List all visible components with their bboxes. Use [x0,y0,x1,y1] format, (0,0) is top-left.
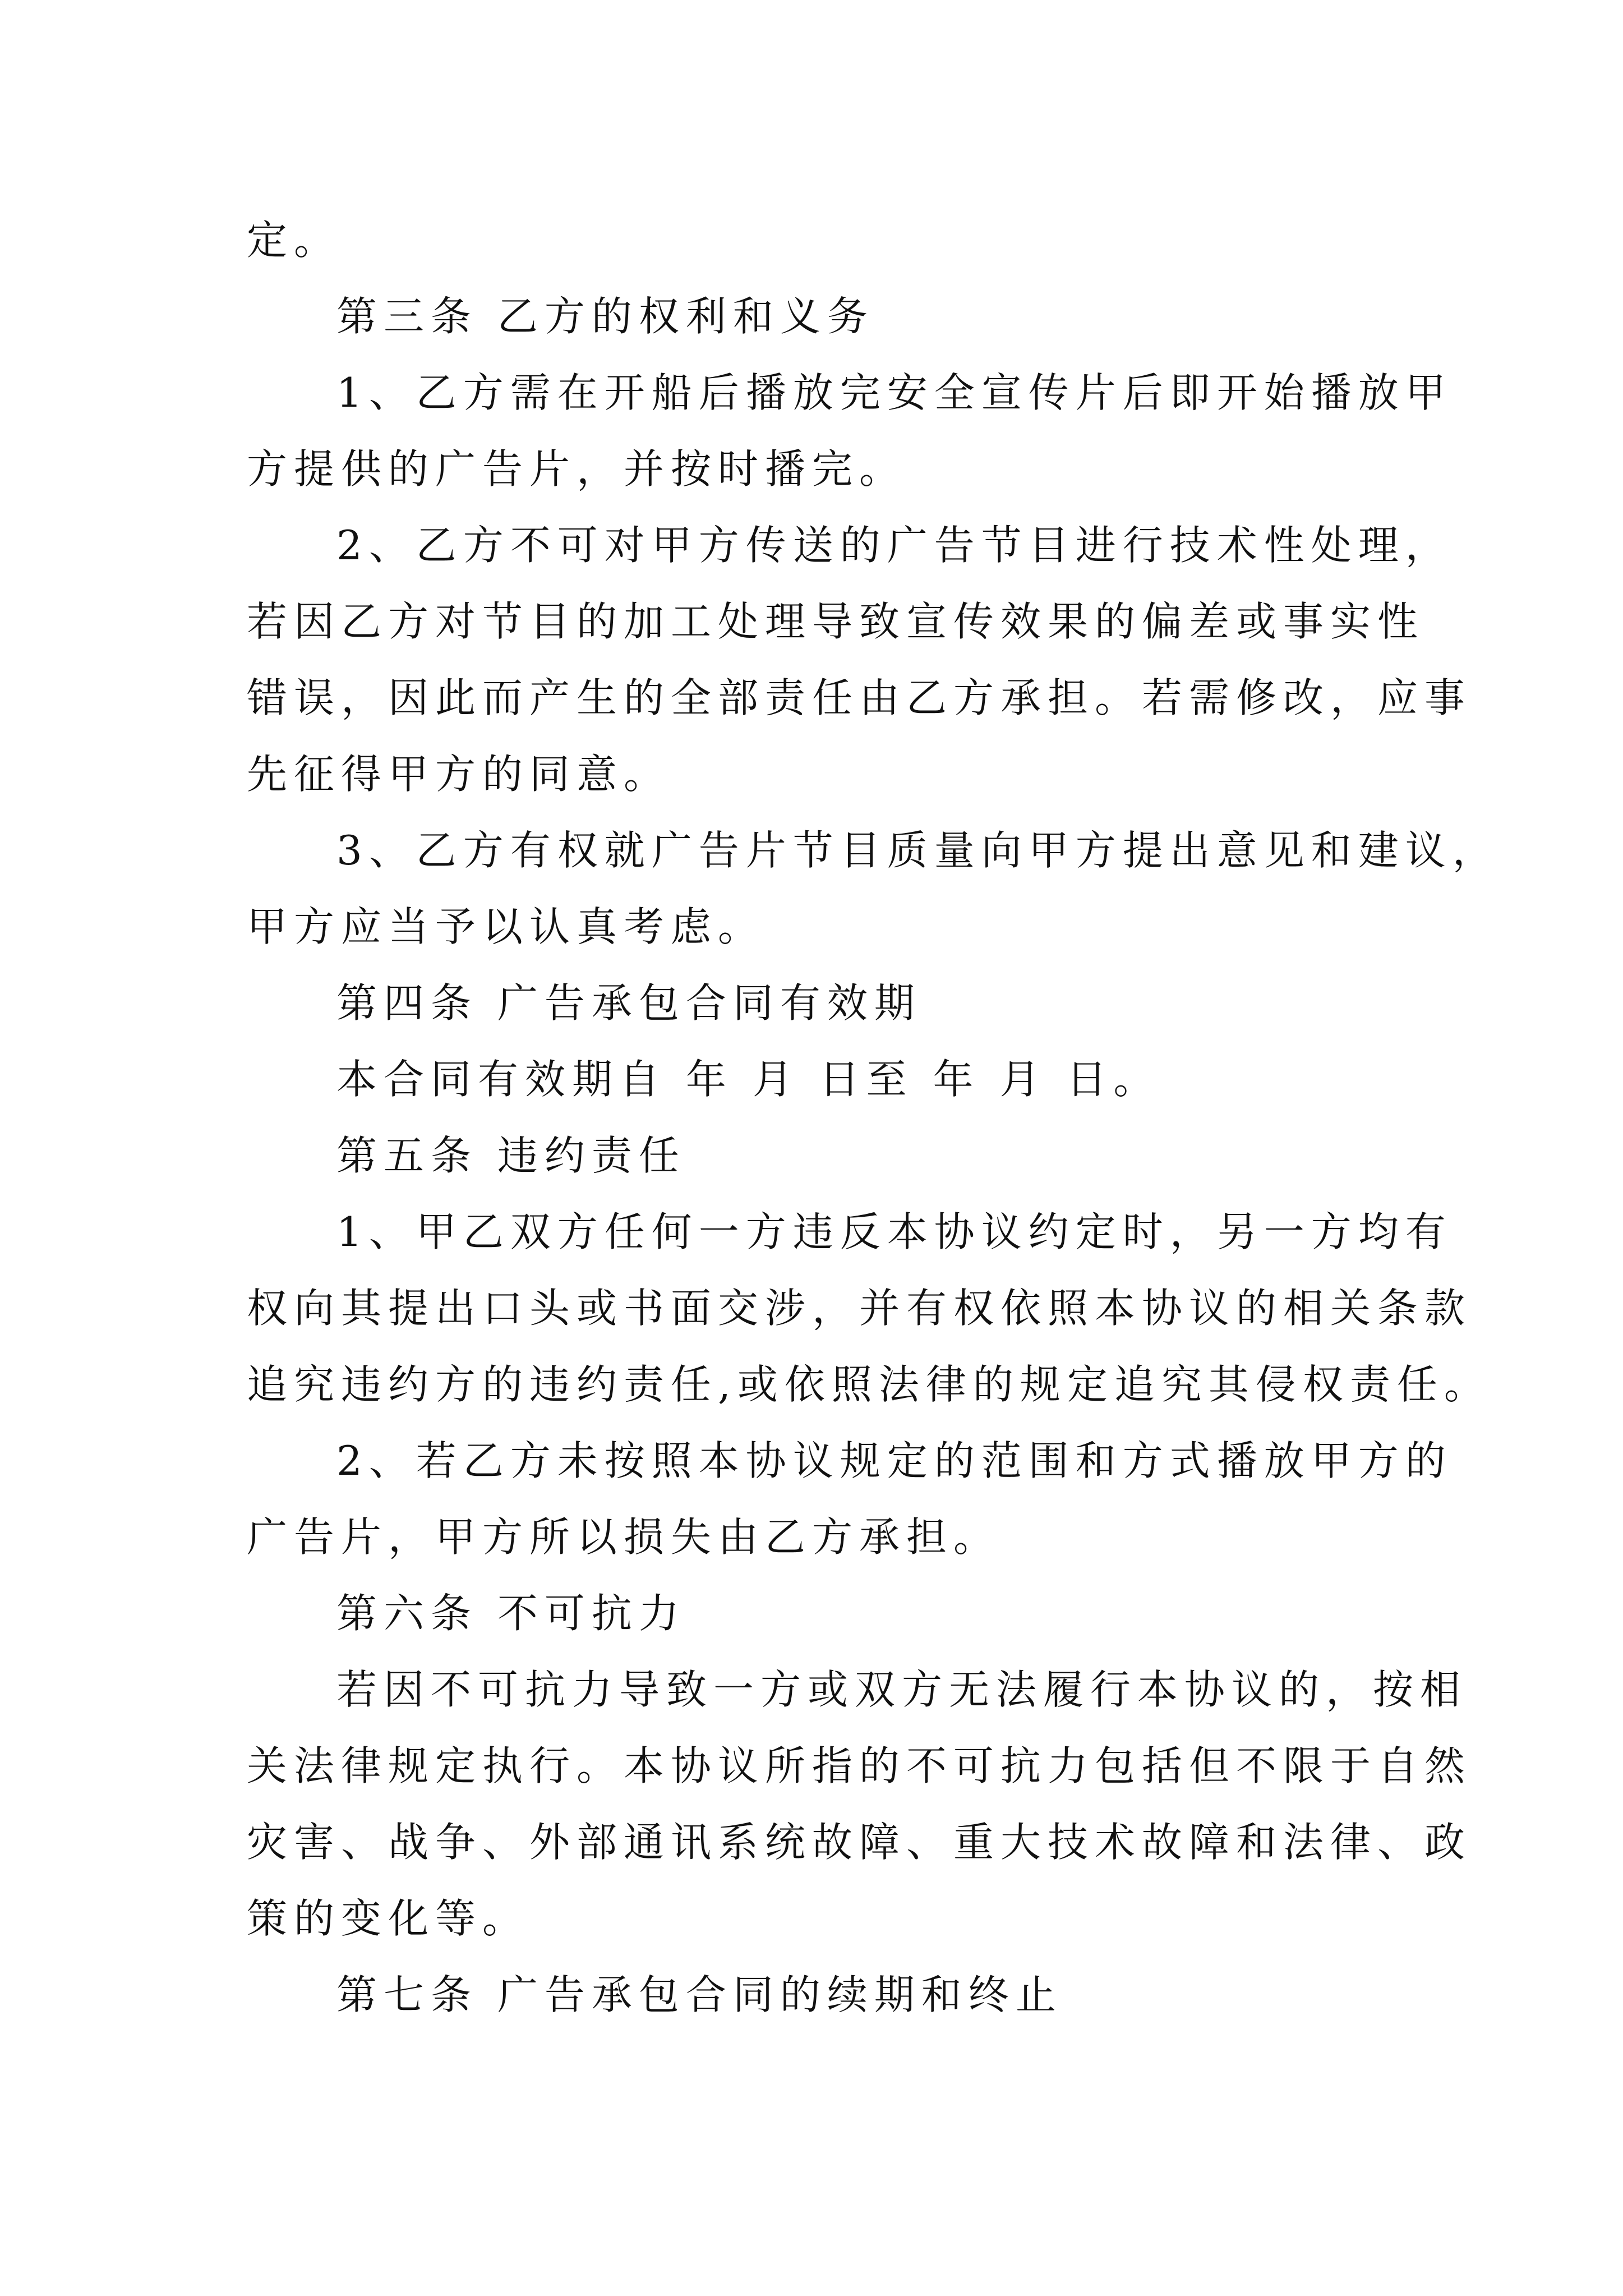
text-line-6: 若因乙方对节目的加工处理导致宣传效果的偏差或事实性 [247,598,1425,645]
text-line-4: 方提供的广告片，并按时播完。 [247,445,907,493]
text-line-5: 2、乙方不可对甲方传送的广告节目进行技术性处理， [336,522,1453,569]
text-line-14: 1、甲乙双方任何一方违反本协议约定时，另一方均有 [336,1208,1453,1255]
text-line-17: 2、若乙方未按照本协议规定的范围和方式播放甲方的 [336,1437,1453,1484]
text-line-8: 先征得甲方的同意。 [247,751,671,798]
text-line-10: 甲方应当予以认真考虑。 [247,903,766,950]
text-line-20: 若因不可抗力导致一方或双方无法履行本协议的，按相 [336,1666,1468,1713]
article-6-heading: 第六条 不可抗力 [336,1590,686,1637]
text-line-18: 广告片，甲方所以损失由乙方承担。 [247,1513,1001,1561]
text-line-1: 定。 [247,217,342,264]
article-7-heading: 第七条 广告承包合同的续期和终止 [336,1971,1063,2018]
text-line-7: 错误，因此而产生的全部责任由乙方承担。若需修改，应事 [247,674,1472,721]
text-line-21: 关法律规定执行。本协议所指的不可抗力包括但不限于自然 [247,1742,1472,1789]
article-5-heading: 第五条 违约责任 [336,1132,686,1179]
text-line-12: 本合同有效期自 年 月 日至 年 月 日。 [336,1056,1161,1103]
text-line-22: 灾害、战争、外部通讯系统故障、重大技术故障和法律、政 [247,1819,1472,1866]
article-4-heading: 第四条 广告承包合同有效期 [336,979,921,1027]
document-page [247,202,1500,2033]
text-line-23: 策的变化等。 [247,1895,530,1942]
text-line-9: 3、乙方有权就广告片节目质量向甲方提出意见和建议， [336,827,1500,874]
text-line-3: 1、乙方需在开船后播放完安全宣传片后即开始播放甲 [336,369,1453,416]
text-line-16: 追究违约方的违约责任,或依照法律的规定追究其侵权责任。 [247,1361,1491,1408]
text-line-15: 权向其提出口头或书面交涉，并有权依照本协议的相关条款 [247,1285,1472,1332]
article-3-heading: 第三条 乙方的权利和义务 [336,293,874,340]
